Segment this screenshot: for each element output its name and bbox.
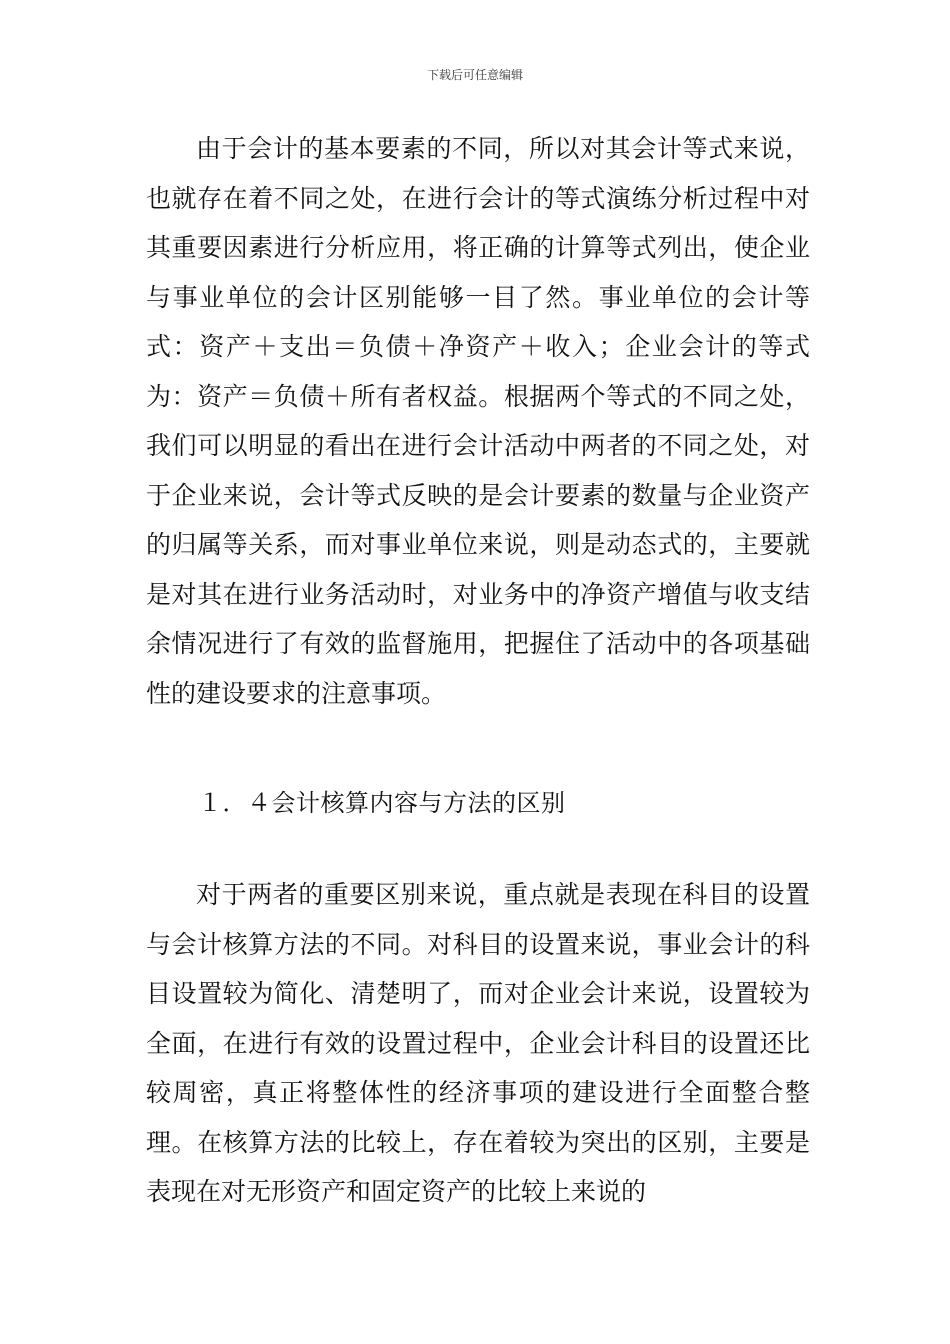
header-note: 下载后可任意编辑: [426, 68, 523, 82]
section-heading: １．４会计核算内容与方法的区别: [198, 789, 566, 817]
body-paragraph-2: 对于两者的重要区别来说，重点就是表现在科目的设置与会计核算方法的不同。对科目的设置来说，事业会计的科目设置较为简化、清楚明了，而对企业会计来说，设置较为全面，在进行有效的设置过程中，企业会计科目的设置还比较周密，真正将整体性的经济事项的建设进行全面整合整理。在核算方法的比较上，存在着较为突出的区别，主要是表现在对无形资产和固定资产的比较上来说的: [146, 880, 810, 1206]
body-paragraph-1: 由于会计的基本要素的不同，所以对其会计等式来说，也就存在着不同之处，在进行会计的等式演练分析过程中对其重要因素进行分析应用，将正确的计算等式列出，使企业与事业单位的会计区别能够一目了然。事业单位的会计等式：资产＋支出＝负债＋净资产＋收入；企业会计的等式为：资产＝负债＋所有者权益。根据两个等式的不同之处，我们可以明显的看出在进行会计活动中两者的不同之处，对于企业来说，会计等式反映的是会计要素的数量与企业资产的归属等关系，而对事业单位来说，则是动态式的，主要就是对其在进行业务活动时，对业务中的净资产增值与收支结余情况进行了有效的监督施用，把握住了活动中的各项基础性的建设要求的注意事项。: [146, 134, 810, 708]
